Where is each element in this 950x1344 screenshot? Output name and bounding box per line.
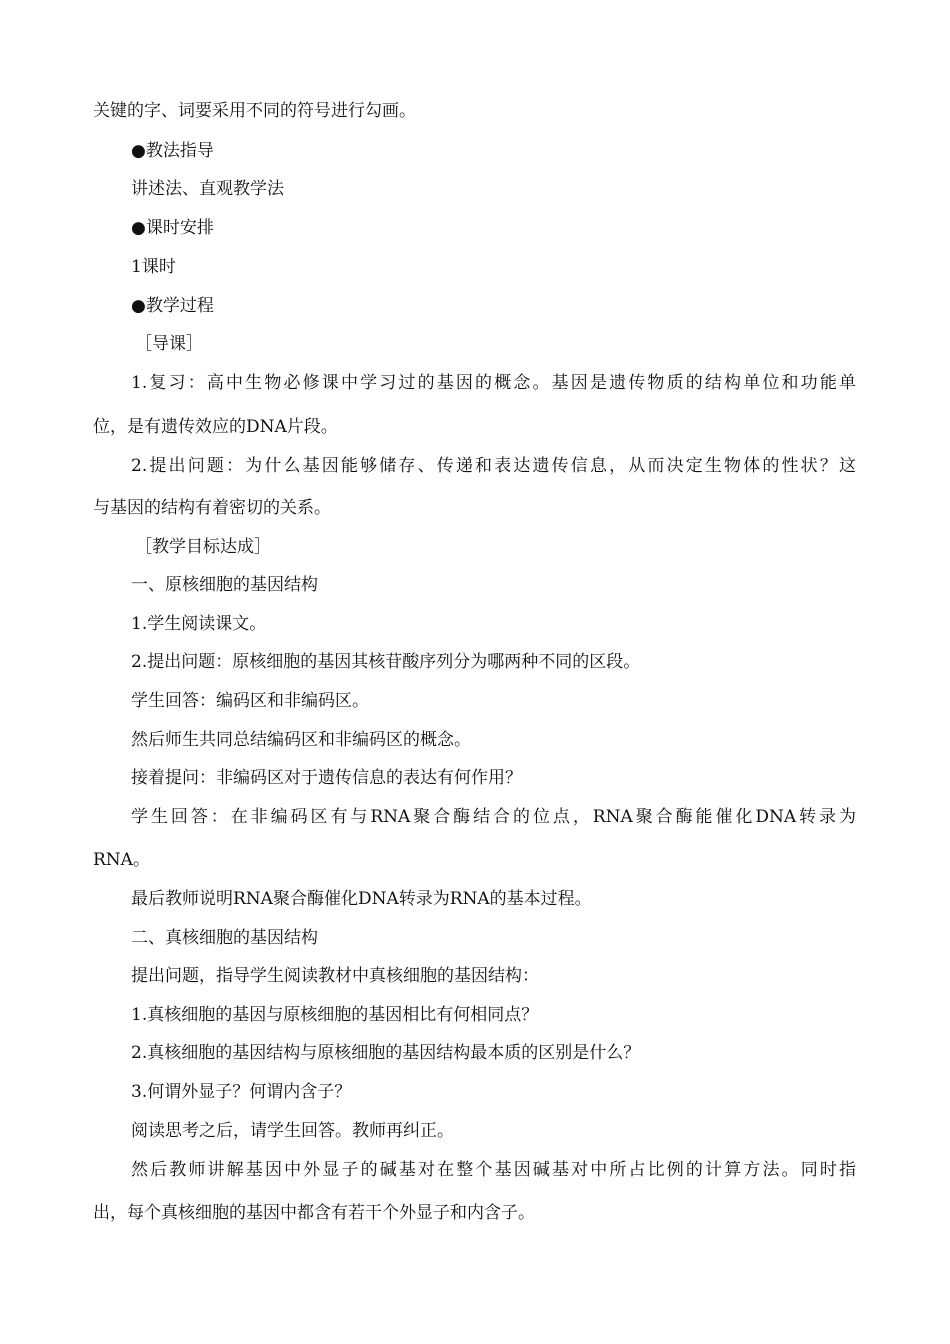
text-line: 位，是有遗传效应的DNA片段。 xyxy=(93,417,338,437)
section-heading: ●教学过程 xyxy=(131,296,214,316)
subsection-heading: 一、原核细胞的基因结构 xyxy=(131,575,318,595)
text-line: 学生回答：在非编码区有与RNA聚合酶结合的位点，RNA聚合酶能催化DNA转录为 xyxy=(131,807,856,827)
text-line: 与基因的结构有着密切的关系。 xyxy=(93,498,331,518)
text-line: 然后师生共同总结编码区和非编码区的概念。 xyxy=(131,730,471,750)
text-line: 最后教师说明RNA聚合酶催化DNA转录为RNA的基本过程。 xyxy=(131,889,592,909)
section-heading: ●教法指导 xyxy=(131,141,214,161)
text-line: 2.提出问题：为什么基因能够储存、传递和表达遗传信息，从而决定生物体的性状？这 xyxy=(131,456,856,476)
text-line: 讲述法、直观教学法 xyxy=(131,179,284,199)
text-line: 2.提出问题：原核细胞的基因其核苷酸序列分为哪两种不同的区段。 xyxy=(131,652,641,672)
bracket-heading: ［教学目标达成］ xyxy=(135,537,271,557)
text-line: 接着提问：非编码区对于遗传信息的表达有何作用？ xyxy=(131,768,522,788)
text-line: 2.真核细胞的基因结构与原核细胞的基因结构最本质的区别是什么？ xyxy=(131,1043,641,1063)
text-line: 关键的字、词要采用不同的符号进行勾画。 xyxy=(93,101,416,121)
section-heading: ●课时安排 xyxy=(131,218,214,238)
text-line: 1.复习：高中生物必修课中学习过的基因的概念。基因是遗传物质的结构单位和功能单 xyxy=(131,373,856,393)
subsection-heading: 二、真核细胞的基因结构 xyxy=(131,928,318,948)
text-line: RNA。 xyxy=(93,850,150,870)
bracket-heading: ［导课］ xyxy=(135,334,203,354)
text-line: 学生回答：编码区和非编码区。 xyxy=(131,691,369,711)
text-line: 3.何谓外显子？何谓内含子？ xyxy=(131,1082,352,1102)
text-line: 1课时 xyxy=(131,257,176,277)
text-line: 然后教师讲解基因中外显子的碱基对在整个基因碱基对中所占比例的计算方法。同时指 xyxy=(131,1160,856,1180)
text-line: 1.学生阅读课文。 xyxy=(131,614,267,634)
text-line: 阅读思考之后，请学生回答。教师再纠正。 xyxy=(131,1121,454,1141)
text-line: 出，每个真核细胞的基因中都含有若干个外显子和内含子。 xyxy=(93,1203,535,1223)
text-line: 1.真核细胞的基因与原核细胞的基因相比有何相同点？ xyxy=(131,1005,539,1025)
text-line: 提出问题，指导学生阅读教材中真核细胞的基因结构： xyxy=(131,966,539,986)
